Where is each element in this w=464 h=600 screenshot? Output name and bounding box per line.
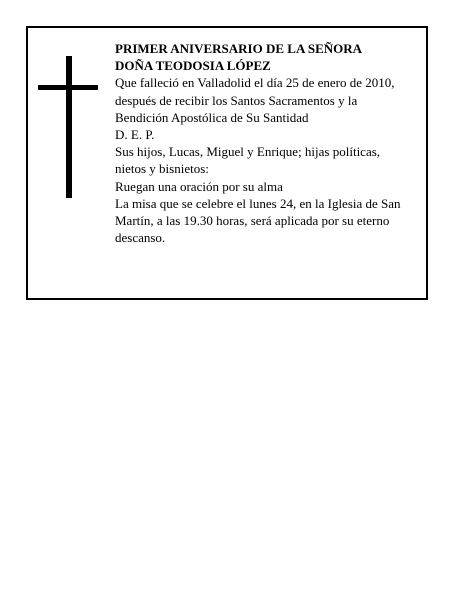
notice-text (115, 40, 420, 246)
notice-title-line-1: PRIMER ANIVERSARIO DE LA SEÑORA (115, 41, 363, 56)
prayer-request-text: Ruegan una oración por su alma (115, 178, 283, 194)
death-text-line-1: Que falleció en Valladolid el día 25 de enero de 2010, (115, 75, 395, 91)
notice-title-line-2: DOÑA TEODOSIA LÓPEZ (115, 58, 271, 74)
family-text-line-2: nietos y bisnietos: (115, 161, 209, 177)
rip-text: D. E. P. (115, 127, 155, 143)
death-text-line-3: Bendición Apostólica de Su Santidad (115, 109, 309, 125)
mass-text-line-3: descanso. (115, 230, 166, 246)
death-text-line-2: después de recibir los Santos Sacramentos y la (115, 92, 358, 108)
mass-text-line-1: La misa que se celebre el lunes 24, en la Iglesia de San (115, 195, 401, 211)
obituary-notice (26, 26, 428, 300)
cross-icon (66, 56, 72, 198)
cross-icon-bar (38, 85, 98, 90)
family-text-line-1: Sus hijos, Lucas, Miguel y Enrique; hijas políticas, (115, 144, 381, 160)
mass-text-line-2: Martín, a las 19.30 horas, será aplicada por su eterno (115, 213, 390, 229)
